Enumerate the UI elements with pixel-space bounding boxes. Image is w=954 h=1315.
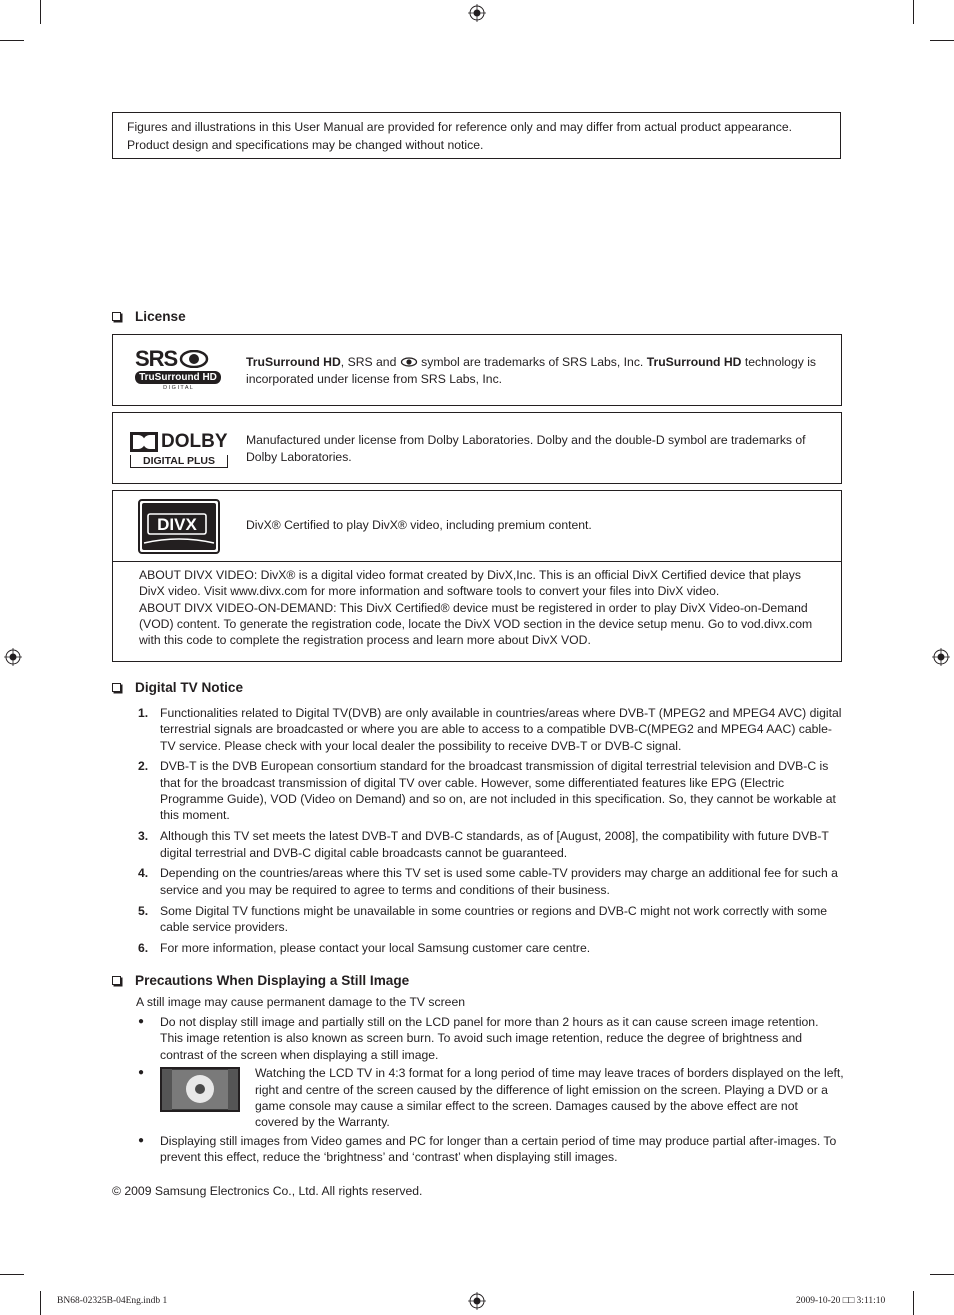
list-item: [138, 705, 844, 754]
item-number: 5.: [138, 903, 149, 918]
item-text: Depending on the countries/areas where this TV set is used some cable-TV providers may charge an additional fee for such a service and you may be required to agree to terms and conditions of their business.: [160, 866, 838, 897]
divx-about-vod: ABOUT DIVX VIDEO-ON-DEMAND: This DivX Certified® device must be registered in order to play DivX Video-on-Demand (VOD) content. To generate the registration code, locate the DivX VOD section in the device setup menu. Go to vod.divx.com with this code to complete the registration process and learn more about DivX VOD.: [139, 600, 813, 648]
digital-tv-heading-text: Digital TV Notice: [135, 680, 244, 695]
srs-text-part: symbol are trademarks of SRS Labs, Inc.: [417, 355, 647, 369]
item-number: 4.: [138, 866, 149, 881]
checkbox-bullet-icon: [112, 683, 121, 692]
dolby-logo-sub: DIGITAL PLUS: [130, 455, 228, 468]
divx-logo-text: DIVX: [157, 515, 197, 534]
item-text: Although this TV set meets the latest DVB-T and DVB-C standards, as of [August, 2008], the compatibility with future DVB-T digital terrestrial and DVB-C digital cable broadcasts cannot be guaranteed.: [160, 829, 829, 860]
checkbox-bullet-icon: [112, 312, 121, 321]
divx-cert-text: DivX® Certified to play DivX® video, including premium content.: [246, 518, 592, 532]
list-item: [138, 758, 844, 823]
srs-symbol-icon: [400, 357, 418, 367]
srs-logo: [135, 348, 227, 392]
tv-still-image-illustration: [160, 1067, 240, 1112]
brand-trusurround: TruSurround HD: [646, 355, 742, 369]
crop-mark: [0, 40, 24, 41]
bullet-icon: ●: [138, 1016, 145, 1027]
crop-mark: [930, 40, 954, 41]
item-text: Displaying still images from Video games and PC for longer than a certain period of time may produce partial after-images. To prevent this effect, reduce the ‘brightness’ and ‘contrast’ when displaying still images.: [160, 1134, 837, 1165]
dolby-logo: [130, 431, 230, 469]
srs-license-box: [112, 334, 842, 406]
bullet-icon: ●: [138, 1135, 145, 1147]
crop-mark: [40, 1291, 41, 1315]
list-item: [138, 903, 844, 936]
dolby-double-d-icon: [130, 432, 158, 452]
item-number: 1.: [138, 706, 149, 720]
license-heading: [112, 309, 186, 324]
divx-about-text: [139, 567, 829, 648]
precautions-heading: [112, 973, 409, 988]
divx-logo-icon: [138, 499, 220, 554]
item-text: Watching the LCD TV in 4:3 format for a long period of time may leave traces of borders displayed on the left, right and centre of the screen caused by the difference of light emission on the screen. Playing a DVD or a game console may cause a similar effect to the screen. Damages caused by the above effect are not covered by the Warranty.: [255, 1066, 844, 1130]
srs-circle-icon: [179, 350, 209, 368]
item-text: Some Digital TV functions might be unavailable in some countries or regions and DVB-C might not work correctly with some cable service providers.: [160, 903, 827, 934]
item-text: Functionalities related to Digital TV(DVB) are only available in countries/areas where DVB-T (MPEG2 and MPEG4 AVC) digital terrestrial signals are broadcasted or where you are able to access to a compatible DVB-C(MPEG2 and MPEG4 AAC) cable-TV service. Please check with your local dealer the possibility to receive DVB-T or DVB-C signal.: [160, 706, 842, 753]
srs-logo-digital: D I G I T A L: [163, 385, 193, 391]
srs-logo-text: SRS: [135, 346, 178, 371]
dolby-license-box: [112, 412, 842, 484]
crop-mark: [913, 0, 914, 24]
slug-timestamp: 2009-10-20 □□ 3:11:10: [796, 1296, 886, 1306]
item-number: 2.: [138, 759, 149, 774]
digital-tv-heading: [112, 680, 243, 695]
registration-mark-icon: [468, 4, 486, 22]
dolby-logo-text: DOLBY: [161, 431, 228, 452]
divx-license-box: [112, 490, 842, 662]
item-text: Do not display still image and partially still on the LCD panel for more than 2 hours as it can cause screen image retention. This image retention is also known as screen burn. To avoid such image retention, reduce the degree of brightness and contrast of the screen when displaying a still image.: [160, 1015, 819, 1062]
crop-mark: [930, 1274, 954, 1275]
srs-license-text: [246, 354, 831, 387]
crop-mark: [913, 1291, 914, 1315]
crop-mark: [40, 0, 41, 24]
list-item: [138, 865, 844, 898]
precautions-list: [138, 1014, 844, 1168]
list-item: [138, 1065, 844, 1130]
item-text: For more information, please contact your local Samsung customer care centre.: [160, 940, 591, 955]
registration-mark-icon: [932, 648, 950, 666]
registration-mark-icon: [468, 1292, 486, 1310]
precautions-intro: A still image may cause permanent damage to the TV screen: [136, 995, 466, 1009]
divider: [113, 561, 841, 562]
digital-tv-list: [138, 705, 844, 961]
divx-about-video: ABOUT DIVX VIDEO: DivX® is a digital video format created by DivX,Inc. This is an official DivX Certified device that plays DivX video. Visit www.divx.com for more information and software tools to convert your files into DivX video.: [139, 568, 801, 599]
tv-screen-icon: [160, 1067, 240, 1112]
srs-logo-band: TruSurround HD: [135, 371, 221, 384]
crop-mark: [0, 1274, 24, 1275]
disclaimer-line-2: Product design and specifications may be changed without notice.: [127, 137, 484, 152]
checkbox-bullet-icon: [112, 976, 121, 985]
dolby-license-text: Manufactured under license from Dolby Laboratories. Dolby and the double-D symbol are trademarks of Dolby Laboratories.: [246, 433, 806, 464]
srs-text-part: , SRS and: [340, 355, 400, 369]
precautions-heading-text: Precautions When Displaying a Still Image: [135, 973, 410, 988]
license-heading-text: License: [135, 309, 186, 324]
item-number: 6.: [138, 940, 149, 955]
registration-mark-icon: [4, 648, 22, 666]
copyright-text: © 2009 Samsung Electronics Co., Ltd. All rights reserved.: [112, 1184, 423, 1198]
item-number: 3.: [138, 829, 149, 844]
list-item: [138, 1014, 844, 1063]
list-item: [138, 1133, 844, 1166]
list-item: [138, 940, 844, 956]
srs-text-part: technology is incorporated under license from SRS Labs, Inc.: [246, 355, 817, 386]
disclaimer-box: [112, 112, 841, 159]
slug-filename: BN68-02325B-04Eng.indb 1: [57, 1296, 168, 1306]
list-item: [138, 828, 844, 861]
bullet-icon: ●: [138, 1067, 145, 1079]
brand-trusurround: TruSurround HD: [246, 355, 341, 369]
disclaimer-line-1: Figures and illustrations in this User Manual are provided for reference only and may differ from actual product appearance.: [127, 120, 793, 134]
item-text: DVB-T is the DVB European consortium standard for the broadcast transmission of digital terrestrial television and DVB-C is that for the broadcast transmission of digital TV over cable. However, some differentiated features like EPG (Electric Programme Guide), VOD (Video on Demand) and so on, are not included in this specification. So, they cannot be workable at this moment.: [160, 759, 836, 823]
